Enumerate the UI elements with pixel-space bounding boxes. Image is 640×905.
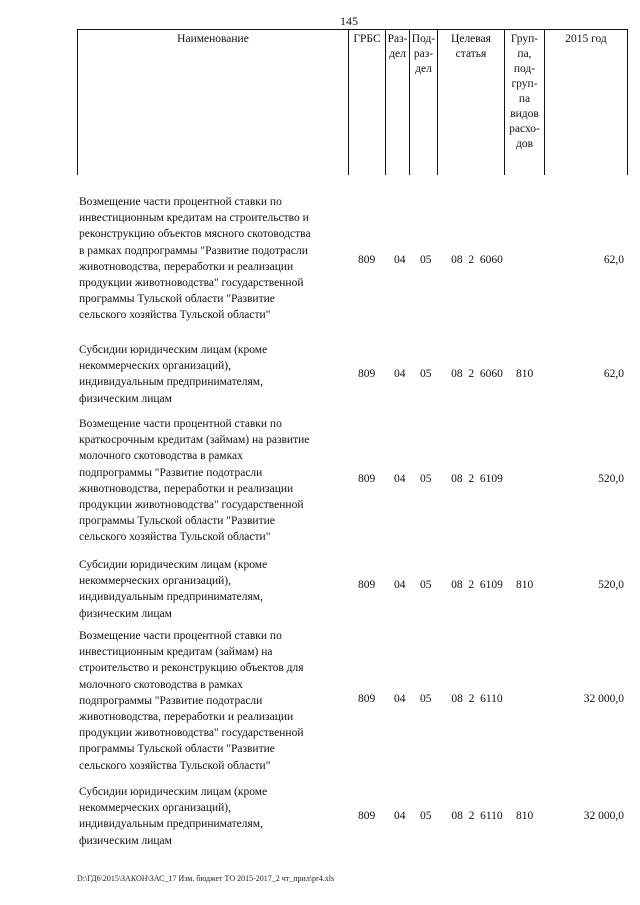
header-grbs: ГРБС <box>348 30 385 175</box>
row-sum: 62,0 <box>603 368 624 380</box>
header-razdel: Раз- дел <box>385 30 409 175</box>
row-sum: 32 000,0 <box>583 810 624 822</box>
file-path-footer: D:\ГД6\2015\ЗАКОН\ЗАС_17 Изм. бюджет ТО 2015-2017_2 чт_прил\pr4.xls <box>77 874 335 883</box>
row-podrazdel: 05 <box>420 254 432 266</box>
row-podrazdel: 05 <box>420 810 432 822</box>
row-target: 08 2 6110 <box>451 693 503 705</box>
row-razdel: 04 <box>394 579 406 591</box>
table-row <box>79 557 628 627</box>
table-header <box>77 29 628 175</box>
row-razdel: 04 <box>394 473 406 485</box>
row-grbs: 809 <box>358 473 376 485</box>
row-podrazdel: 05 <box>420 368 432 380</box>
row-razdel: 04 <box>394 693 406 705</box>
header-podrazdel: Под- раз- дел <box>409 30 437 175</box>
row-podrazdel: 05 <box>420 693 432 705</box>
row-name: Возмещение части процентной ставки по инвестиционным кредитам (займам) на строительство и реконструкцию объектов для молочного скотоводства в рамках подпрограммы "Развитие подотрасли животноводства, переработки и реализации продукции животноводства" государственной программы Тульской области "Развитие сельского хозяйства Тульской области" <box>79 630 304 772</box>
row-group: 810 <box>516 368 534 380</box>
header-group: Груп- па, под- груп- па видов расхо- дов <box>504 30 544 175</box>
row-target: 08 2 6109 <box>451 473 503 485</box>
row-razdel: 04 <box>394 368 406 380</box>
row-sum: 520,0 <box>598 473 624 485</box>
row-podrazdel: 05 <box>420 579 432 591</box>
page-number: 145 <box>340 14 358 28</box>
table-row <box>79 628 628 778</box>
table-row <box>79 342 628 412</box>
header-year: 2015 год <box>544 30 628 175</box>
row-name: Субсидии юридическим лицам (кроме некоммерческих организаций), индивидуальным предпринимателям, физическим лицам <box>79 786 268 847</box>
row-name: Возмещение части процентной ставки по инвестиционным кредитам на строительство и реконструкцию объектов мясного скотоводства в рамках подпрограммы "Развитие подотрасли животноводства, переработки и реализации продукции животноводства" государственной программы Тульской области "Развитие сельского хозяйства Тульской области" <box>79 196 311 322</box>
row-name: Субсидии юридическим лицам (кроме некоммерческих организаций), индивидуальным предпринимателям, физическим лицам <box>79 559 268 620</box>
row-name: Возмещение части процентной ставки по краткосрочным кредитам (займам) на развитие молочного скотоводства в рамках подпрограммы "Развитие подотрасли животноводства, переработки и реализации продукции животноводства" государственной программы Тульской области "Развитие сельского хозяйства Тульской области" <box>79 418 310 544</box>
row-target: 08 2 6060 <box>451 368 503 380</box>
row-grbs: 809 <box>358 254 376 266</box>
row-razdel: 04 <box>394 810 406 822</box>
header-target: Целевая статья <box>437 30 504 175</box>
row-grbs: 809 <box>358 579 376 591</box>
row-podrazdel: 05 <box>420 473 432 485</box>
row-razdel: 04 <box>394 254 406 266</box>
row-sum: 32 000,0 <box>583 693 624 705</box>
table-row <box>79 784 628 854</box>
row-sum: 520,0 <box>598 579 624 591</box>
row-group: 810 <box>516 579 534 591</box>
header-name: Наименование <box>77 30 348 175</box>
row-grbs: 809 <box>358 368 376 380</box>
row-group: 810 <box>516 810 534 822</box>
table-row <box>79 194 628 334</box>
row-target: 08 2 6060 <box>451 254 503 266</box>
row-target: 08 2 6109 <box>451 579 503 591</box>
row-sum: 62,0 <box>603 254 624 266</box>
row-name: Субсидии юридическим лицам (кроме некоммерческих организаций), индивидуальным предпринимателям, физическим лицам <box>79 344 268 405</box>
row-target: 08 2 6110 <box>451 810 503 822</box>
table-row <box>79 416 628 556</box>
row-grbs: 809 <box>358 810 376 822</box>
row-grbs: 809 <box>358 693 376 705</box>
